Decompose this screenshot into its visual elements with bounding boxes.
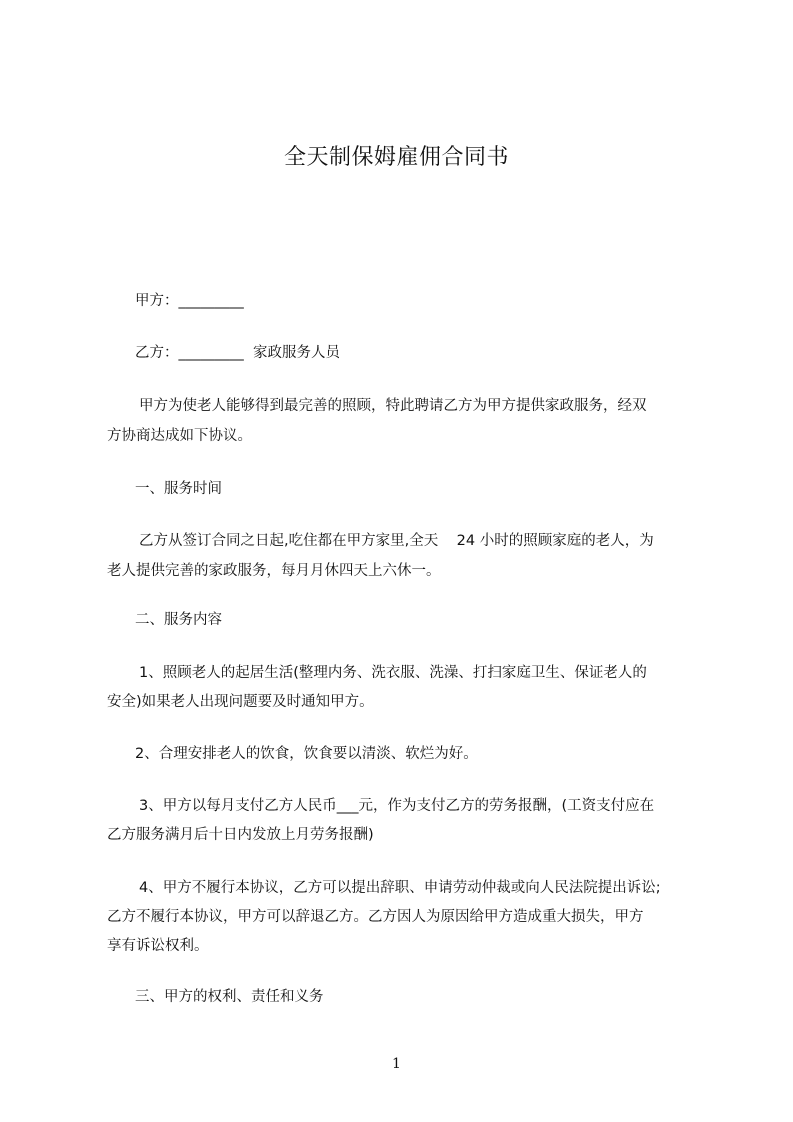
section-2-heading: 二、服务内容 bbox=[135, 612, 222, 628]
service-item-1-line-1: 1、照顾老人的起居生活(整理内务、洗衣服、洗澡、打扫家庭卫生、保证老人的 bbox=[139, 665, 647, 681]
section-3-heading: 三、甲方的权利、责任和义务 bbox=[135, 989, 324, 1005]
service-item-4-line-3: 享有诉讼权利。 bbox=[107, 938, 209, 954]
section-1-line-1: 乙方从签订合同之日起,吃住都在甲方家里,全天 24 小时的照顾家庭的老人，为 bbox=[139, 533, 654, 549]
service-item-4-line-1: 4、甲方不履行本协议，乙方可以提出辞职、申请劳动仲裁或向人民法院提出诉讼; bbox=[139, 880, 661, 896]
document-title: 全天制保姆雇佣合同书 bbox=[283, 145, 509, 170]
service-item-2-line-1: 2、合理安排老人的饮食，饮食要以清淡、软烂为好。 bbox=[135, 746, 478, 762]
intro-line-2: 方协商达成如下协议。 bbox=[107, 428, 252, 444]
party-b-line: 乙方：_________ 家政服务人员 bbox=[135, 345, 340, 361]
section-1-line-2: 老人提供完善的家政服务，每月月休四天上六休一。 bbox=[107, 563, 441, 579]
service-item-3-line-2: 乙方服务满月后十日内发放上月劳务报酬) bbox=[107, 827, 374, 843]
service-item-1-line-2: 安全)如果老人出现问题要及时通知甲方。 bbox=[107, 694, 374, 710]
page-number: 1 bbox=[392, 1056, 401, 1072]
service-item-3-line-1: 3、甲方以每月支付乙方人民币___元，作为支付乙方的劳务报酬，(工资支付应在 bbox=[139, 798, 655, 814]
intro-line-1: 甲方为使老人能够得到最完善的照顾，特此聘请乙方为甲方提供家政服务，经双 bbox=[139, 398, 647, 414]
service-item-4-line-2: 乙方不履行本协议，甲方可以辞退乙方。乙方因人为原因给甲方造成重大损失，甲方 bbox=[107, 909, 644, 925]
section-1-heading: 一、服务时间 bbox=[135, 481, 222, 497]
party-a-line: 甲方：_________ bbox=[135, 293, 244, 309]
